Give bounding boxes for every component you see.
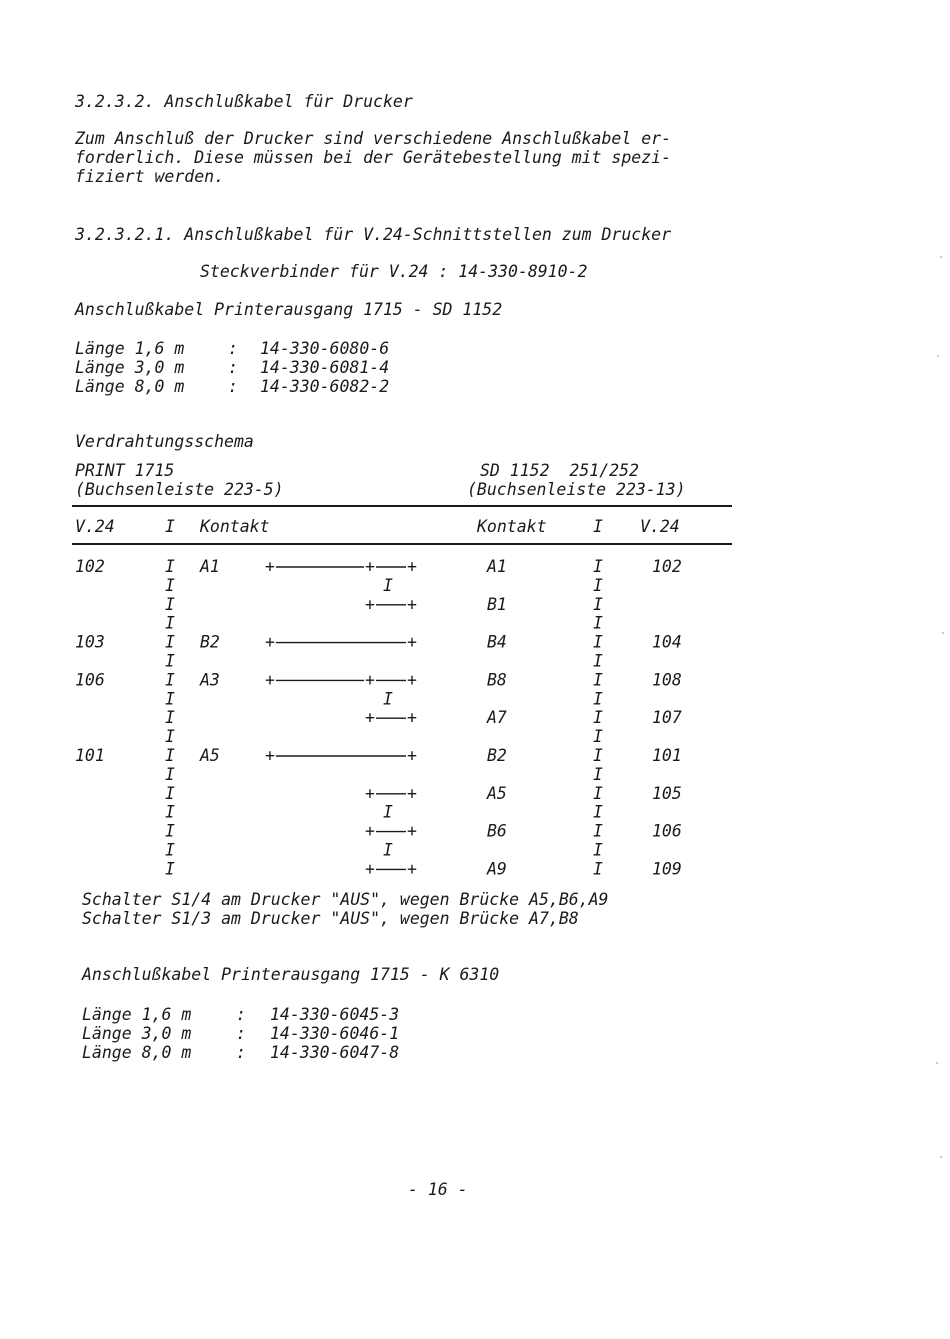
cable2-length-label: Länge 1,6 m <box>82 1005 192 1024</box>
right-contact: B8 <box>487 670 507 690</box>
wire-junction: + <box>407 557 417 576</box>
right-column-separator: I <box>593 557 603 576</box>
right-contact: B6 <box>487 821 507 841</box>
cable1-length-sep: : <box>228 358 238 377</box>
right-column-separator: I <box>593 764 603 784</box>
wire-junction: + <box>407 859 417 879</box>
left-column-separator: I <box>165 708 175 728</box>
right-column-separator: I <box>593 670 603 690</box>
cable1-length-label: Länge 3,0 m <box>75 358 185 377</box>
left-column-separator: I <box>165 613 175 633</box>
cable1-length-sep: : <box>228 377 238 396</box>
cable1-length-sep: : <box>228 339 238 358</box>
left-column-separator: I <box>165 859 175 879</box>
wire-junction: + <box>365 783 375 803</box>
cable1-title: Anschlußkabel Printerausgang 1715 - SD 1152 <box>75 300 503 319</box>
right-v24-signal: 104 <box>652 632 682 652</box>
col-header-left-i: I <box>165 517 175 536</box>
cable2-title: Anschlußkabel Printerausgang 1715 - K 6310 <box>82 965 500 984</box>
wire-junction: + <box>407 746 417 765</box>
left-column-separator: I <box>165 821 175 841</box>
intro-line-2: forderlich. Diese müssen bei der Gerätebestellung mit spezi- <box>75 148 672 167</box>
right-column-separator: I <box>593 594 603 614</box>
right-column-separator: I <box>593 613 603 633</box>
right-v24-signal: 106 <box>652 821 682 841</box>
right-contact: A5 <box>487 783 507 803</box>
wire-junction: + <box>365 557 375 576</box>
right-column-separator: I <box>593 651 603 671</box>
switch-note-1: Schalter S1/4 am Drucker "AUS", wegen Brücke A5,B6,A9 <box>82 890 609 909</box>
cable2-length-sep: : <box>236 1043 246 1062</box>
wire-junction: + <box>407 670 417 690</box>
page-number: - 16 - <box>408 1180 468 1199</box>
left-v24-signal: 102 <box>75 557 105 576</box>
left-contact: B2 <box>200 632 220 652</box>
left-contact: A5 <box>200 746 220 765</box>
right-contact: A7 <box>487 708 507 728</box>
right-v24-signal: 107 <box>652 708 682 728</box>
wire-junction: + <box>365 594 375 614</box>
cable2-length-label: Länge 8,0 m <box>82 1043 192 1062</box>
right-connector: (Buchsenleiste 223-13) <box>467 480 686 499</box>
left-v24-signal: 103 <box>75 632 105 652</box>
col-header-left-kontakt: Kontakt <box>200 517 270 536</box>
wire-junction: + <box>265 557 275 576</box>
cable1-part-number: 14-330-6081-4 <box>260 358 390 377</box>
right-column-separator: I <box>593 802 603 822</box>
cable2-part-number: 14-330-6045-3 <box>270 1005 400 1024</box>
col-header-right-kontakt: Kontakt <box>477 517 547 536</box>
right-column-separator: I <box>593 746 603 765</box>
col-header-left-v24: V.24 <box>75 517 115 536</box>
wire-branch: I <box>383 575 393 595</box>
left-column-separator: I <box>165 783 175 803</box>
right-column-separator: I <box>593 727 603 747</box>
right-v24-signal: 105 <box>652 783 682 803</box>
wire-junction: + <box>407 594 417 614</box>
left-column-separator: I <box>165 746 175 765</box>
wire-junction: + <box>407 708 417 728</box>
right-column-separator: I <box>593 859 603 879</box>
switch-note-2: Schalter S1/3 am Drucker "AUS", wegen Brücke A7,B8 <box>82 909 579 928</box>
wire-junction: + <box>365 821 375 841</box>
right-v24-signal: 108 <box>652 670 682 690</box>
wire-junction: + <box>265 746 275 765</box>
left-column-separator: I <box>165 764 175 784</box>
cable1-part-number: 14-330-6082-2 <box>260 377 390 396</box>
left-connector: (Buchsenleiste 223-5) <box>75 480 284 499</box>
wire-branch: I <box>383 689 393 709</box>
wire-junction: + <box>265 632 275 652</box>
right-contact: B1 <box>487 594 507 614</box>
left-column-separator: I <box>165 670 175 690</box>
wire-junction: + <box>365 708 375 728</box>
left-column-separator: I <box>165 727 175 747</box>
cable1-length-label: Länge 1,6 m <box>75 339 185 358</box>
left-column-separator: I <box>165 802 175 822</box>
left-column-separator: I <box>165 651 175 671</box>
wire-branch: I <box>383 840 393 860</box>
connector-line: Steckverbinder für V.24 : 14-330-8910-2 <box>200 262 588 281</box>
right-device: SD 1152 251/252 <box>480 461 639 480</box>
right-v24-signal: 109 <box>652 859 682 879</box>
right-column-separator: I <box>593 632 603 652</box>
right-contact: B4 <box>487 632 507 652</box>
cable2-length-label: Länge 3,0 m <box>82 1024 192 1043</box>
left-v24-signal: 101 <box>75 746 105 765</box>
right-column-separator: I <box>593 689 603 709</box>
left-column-separator: I <box>165 840 175 860</box>
left-device: PRINT 1715 <box>75 461 175 480</box>
cable1-length-label: Länge 8,0 m <box>75 377 185 396</box>
subsection-heading: 3.2.3.2.1. Anschlußkabel für V.24-Schnittstellen zum Drucker <box>75 225 672 244</box>
left-contact: A1 <box>200 557 220 576</box>
right-v24-signal: 101 <box>652 746 682 765</box>
right-contact: A9 <box>487 859 507 879</box>
right-column-separator: I <box>593 821 603 841</box>
col-header-right-v24: V.24 <box>640 517 680 536</box>
right-v24-signal: 102 <box>652 557 682 576</box>
section-heading: 3.2.3.2. Anschlußkabel für Drucker <box>75 92 413 111</box>
wire-junction: + <box>365 670 375 690</box>
right-column-separator: I <box>593 708 603 728</box>
right-column-separator: I <box>593 783 603 803</box>
wire-junction: + <box>407 821 417 841</box>
left-column-separator: I <box>165 632 175 652</box>
cable2-part-number: 14-330-6047-8 <box>270 1043 400 1062</box>
wire-branch: I <box>383 802 393 822</box>
cable2-length-sep: : <box>236 1005 246 1024</box>
intro-line-3: fiziert werden. <box>75 167 225 186</box>
left-column-separator: I <box>165 594 175 614</box>
cable2-part-number: 14-330-6046-1 <box>270 1024 400 1043</box>
col-header-right-i: I <box>593 517 603 536</box>
right-column-separator: I <box>593 840 603 860</box>
header-rule-bottom <box>72 543 732 545</box>
left-contact: A3 <box>200 670 220 690</box>
intro-line-1: Zum Anschluß der Drucker sind verschiedene Anschlußkabel er- <box>75 129 672 148</box>
wire-junction: + <box>365 859 375 879</box>
right-column-separator: I <box>593 575 603 595</box>
wire-junction: + <box>265 670 275 690</box>
wire-junction: + <box>407 783 417 803</box>
cable1-part-number: 14-330-6080-6 <box>260 339 390 358</box>
cable2-length-sep: : <box>236 1024 246 1043</box>
left-v24-signal: 106 <box>75 670 105 690</box>
wiring-title: Verdrahtungsschema <box>75 432 254 451</box>
wire-junction: + <box>407 632 417 652</box>
left-column-separator: I <box>165 575 175 595</box>
left-column-separator: I <box>165 689 175 709</box>
header-rule-top <box>72 505 732 507</box>
right-contact: B2 <box>487 746 507 765</box>
right-contact: A1 <box>487 557 507 576</box>
left-column-separator: I <box>165 557 175 576</box>
